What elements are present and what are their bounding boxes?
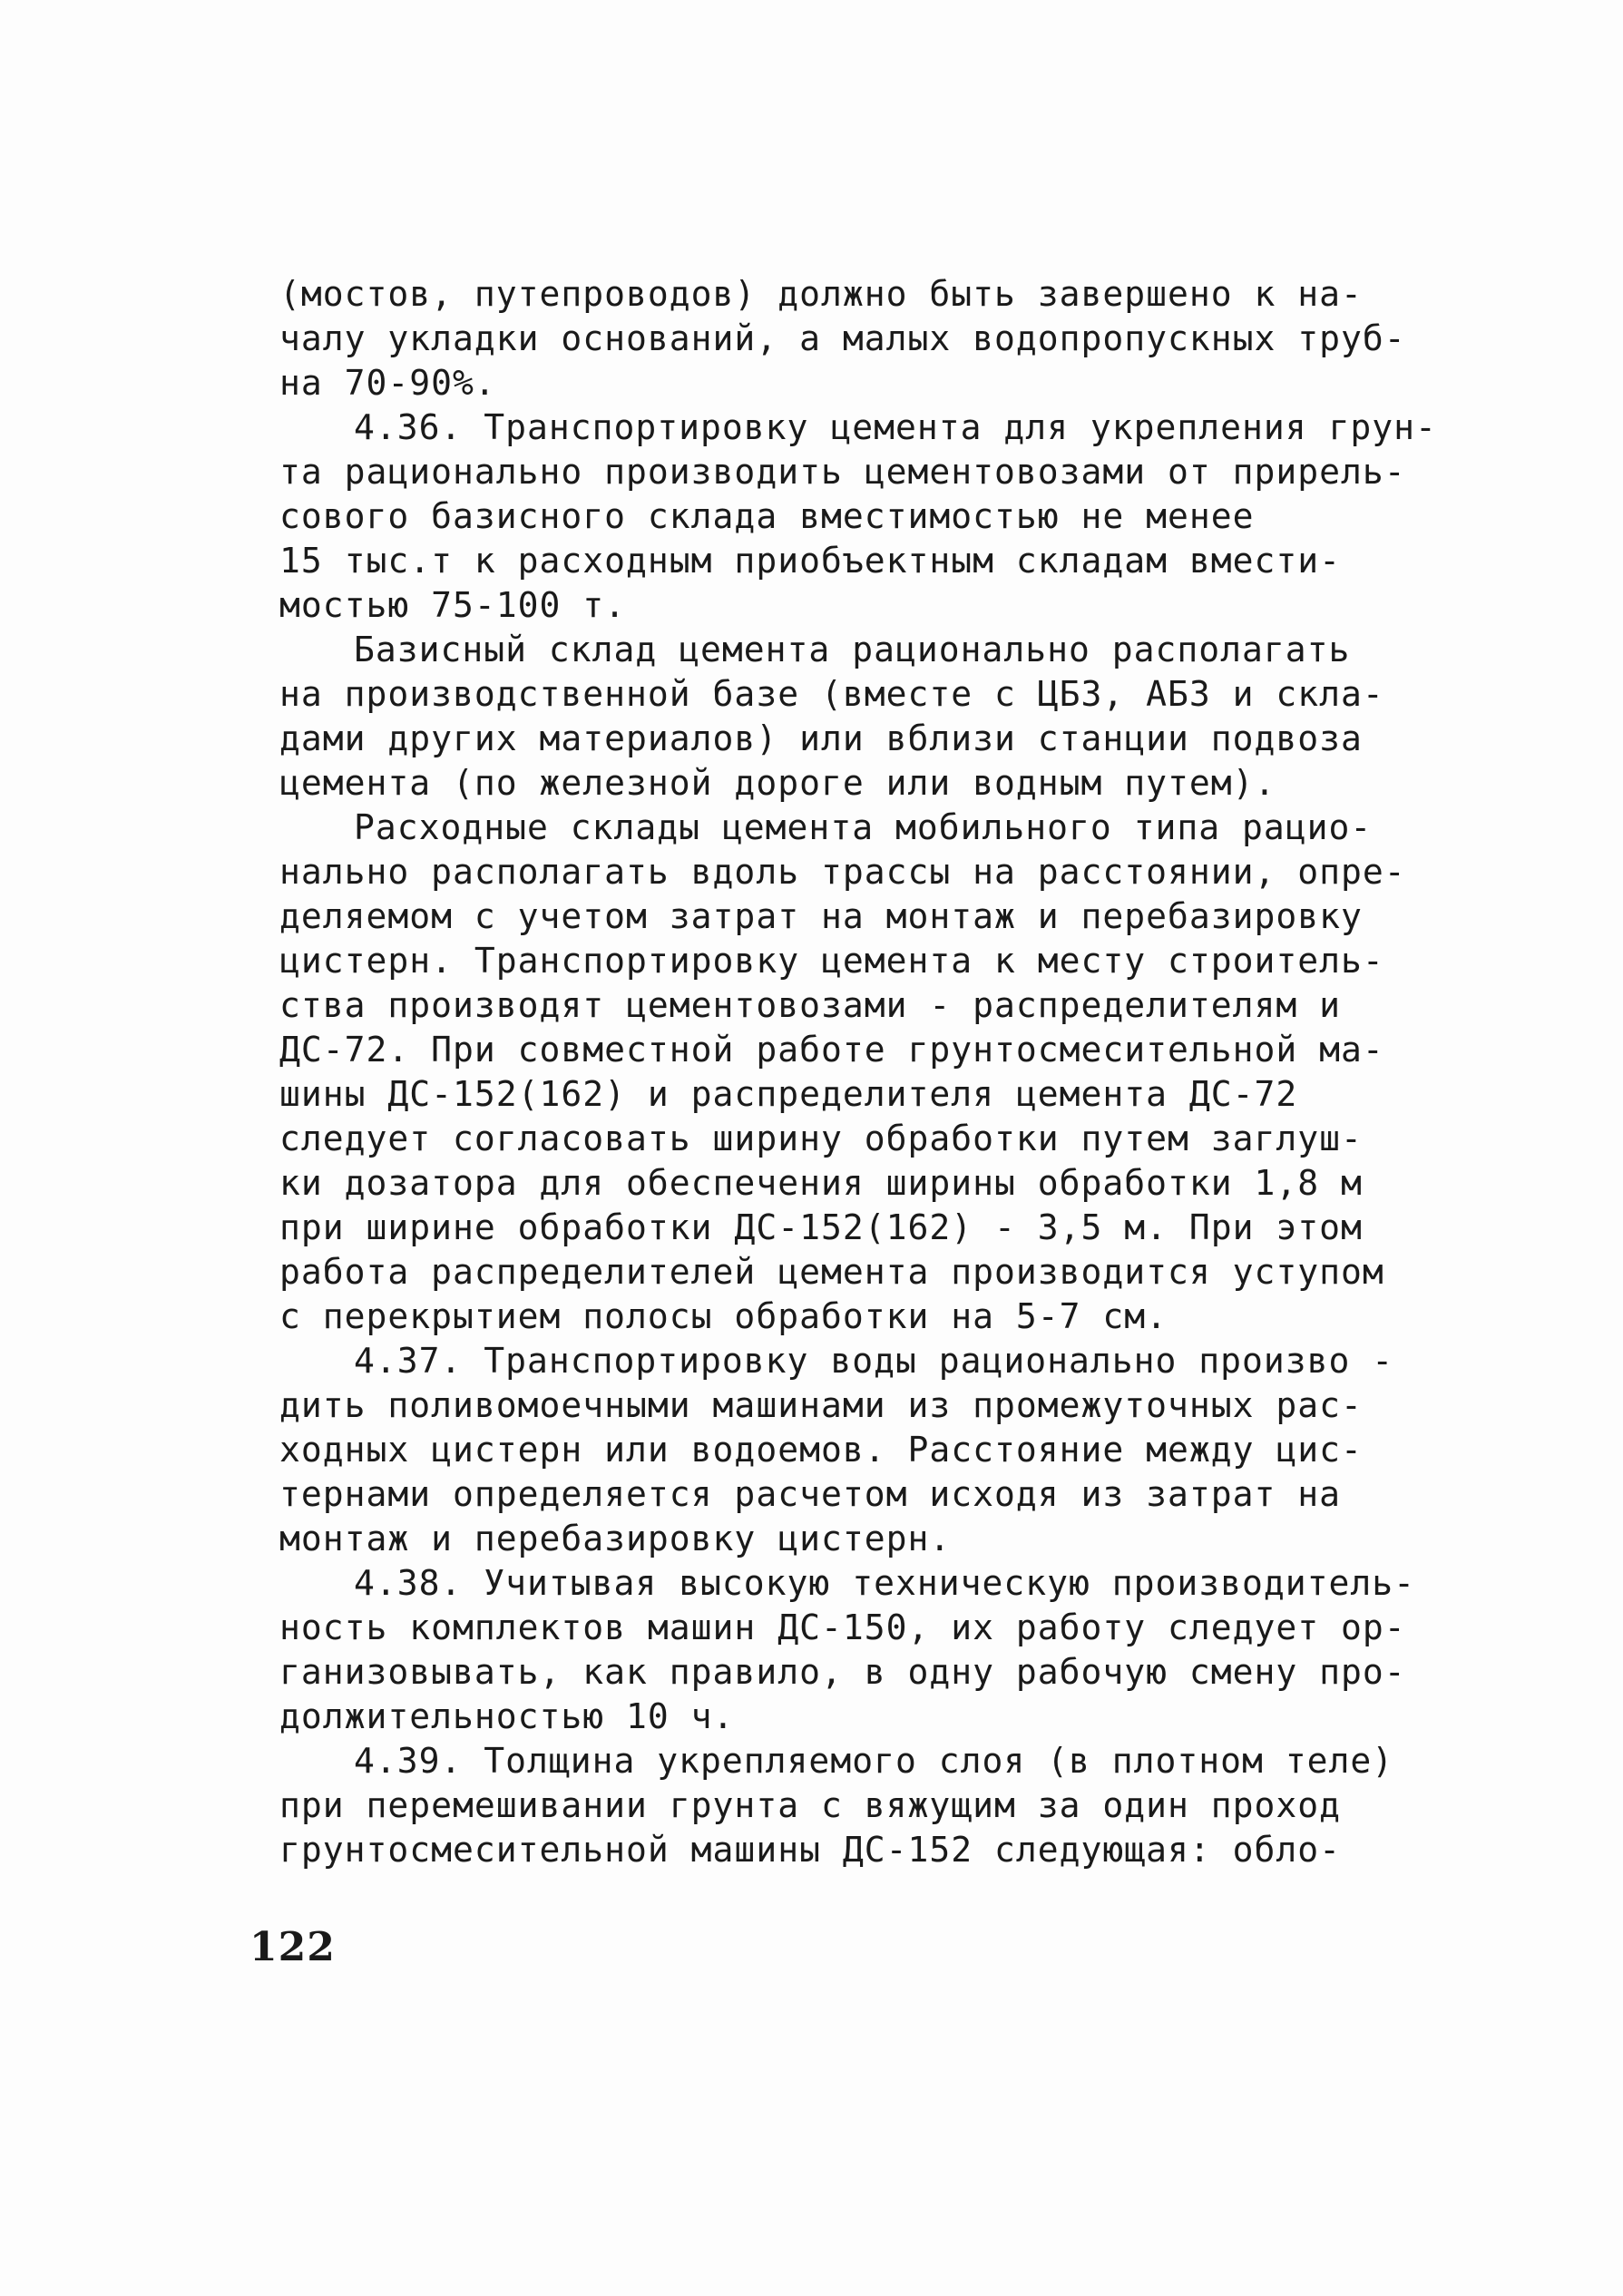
text-line: работа распределителей цемента производится уступом xyxy=(279,1252,1384,1292)
paragraph-4-36-start: 4.36. Транспортировку цемента для укрепления грун- xyxy=(354,407,1437,447)
paragraph-4-38-start: 4.38. Учитывая высокую техническую производитель- xyxy=(354,1563,1416,1603)
text-line: ность комплектов машин ДС-150, их работу следует ор- xyxy=(279,1607,1406,1647)
text-line: дами других материалов) или вблизи станции подвоза xyxy=(279,718,1363,758)
text-line: ства производят цементовозами - распределителям и xyxy=(279,985,1342,1025)
text-line: ки дозатора для обеспечения ширины обработки 1,8 м xyxy=(279,1163,1363,1203)
page-number: 122 xyxy=(249,1924,336,1970)
body-text xyxy=(279,272,1477,1872)
paragraph-base-warehouse-start: Базисный склад цемента рационально располагать xyxy=(354,630,1351,669)
text-line: следует согласовать ширину обработки путем заглуш- xyxy=(279,1119,1363,1158)
paragraph-4-39-start: 4.39. Толщина укрепляемого слоя (в плотном теле) xyxy=(354,1741,1394,1781)
text-line: на 70-90%. xyxy=(279,363,496,403)
text-line: дить поливомоечными машинами из промежуточных рас- xyxy=(279,1385,1363,1425)
text-line: цемента (по железной дороге или водным путем). xyxy=(279,763,1276,803)
text-line: на производственной базе (вместе с ЦБЗ, АБЗ и скла- xyxy=(279,674,1384,714)
text-line: при ширине обработки ДС-152(162) - 3,5 м. При этом xyxy=(279,1207,1363,1247)
text-line: та рационально производить цементовозами от прирель- xyxy=(279,452,1406,492)
text-line: грунтосмесительной машины ДС-152 следующая: обло- xyxy=(279,1830,1342,1870)
text-line: шины ДС-152(162) и распределителя цемента ДС-72 xyxy=(279,1074,1298,1114)
paragraph-4-37-start: 4.37. Транспортировку воды рационально произво - xyxy=(354,1341,1394,1381)
text-line: ходных цистерн или водоемов. Расстояние между цис- xyxy=(279,1430,1363,1470)
text-line: ганизовывать, как правило, в одну рабочую смену про- xyxy=(279,1652,1406,1692)
text-line: при перемешивании грунта с вяжущим за один проход xyxy=(279,1785,1342,1825)
text-line: тернами определяется расчетом исходя из затрат на xyxy=(279,1474,1342,1514)
text-line: мостью 75-100 т. xyxy=(279,585,627,625)
paragraph-consumable-warehouses-start: Расходные склады цемента мобильного типа рацио- xyxy=(354,807,1373,847)
text-line: чалу укладки оснований, а малых водопропускных труб- xyxy=(279,318,1406,358)
text-line: сового базисного склада вместимостью не менее xyxy=(279,496,1255,536)
text-line: (мостов, путепроводов) должно быть завершено к на- xyxy=(279,274,1363,314)
text-line: ДС-72. При совместной работе грунтосмесительной ма- xyxy=(279,1030,1384,1070)
text-line: с перекрытием полосы обработки на 5-7 см. xyxy=(279,1296,1168,1336)
text-line: цистерн. Транспортировку цемента к месту строитель- xyxy=(279,941,1384,981)
text-line: должительностью 10 ч. xyxy=(279,1696,735,1736)
text-line: монтаж и перебазировку цистерн. xyxy=(279,1519,952,1558)
text-line: 15 тыс.т к расходным приобъектным складам вмести- xyxy=(279,541,1342,581)
text-line: деляемом с учетом затрат на монтаж и перебазировку xyxy=(279,896,1363,936)
text-line: нально располагать вдоль трассы на расстоянии, опре- xyxy=(279,852,1406,892)
